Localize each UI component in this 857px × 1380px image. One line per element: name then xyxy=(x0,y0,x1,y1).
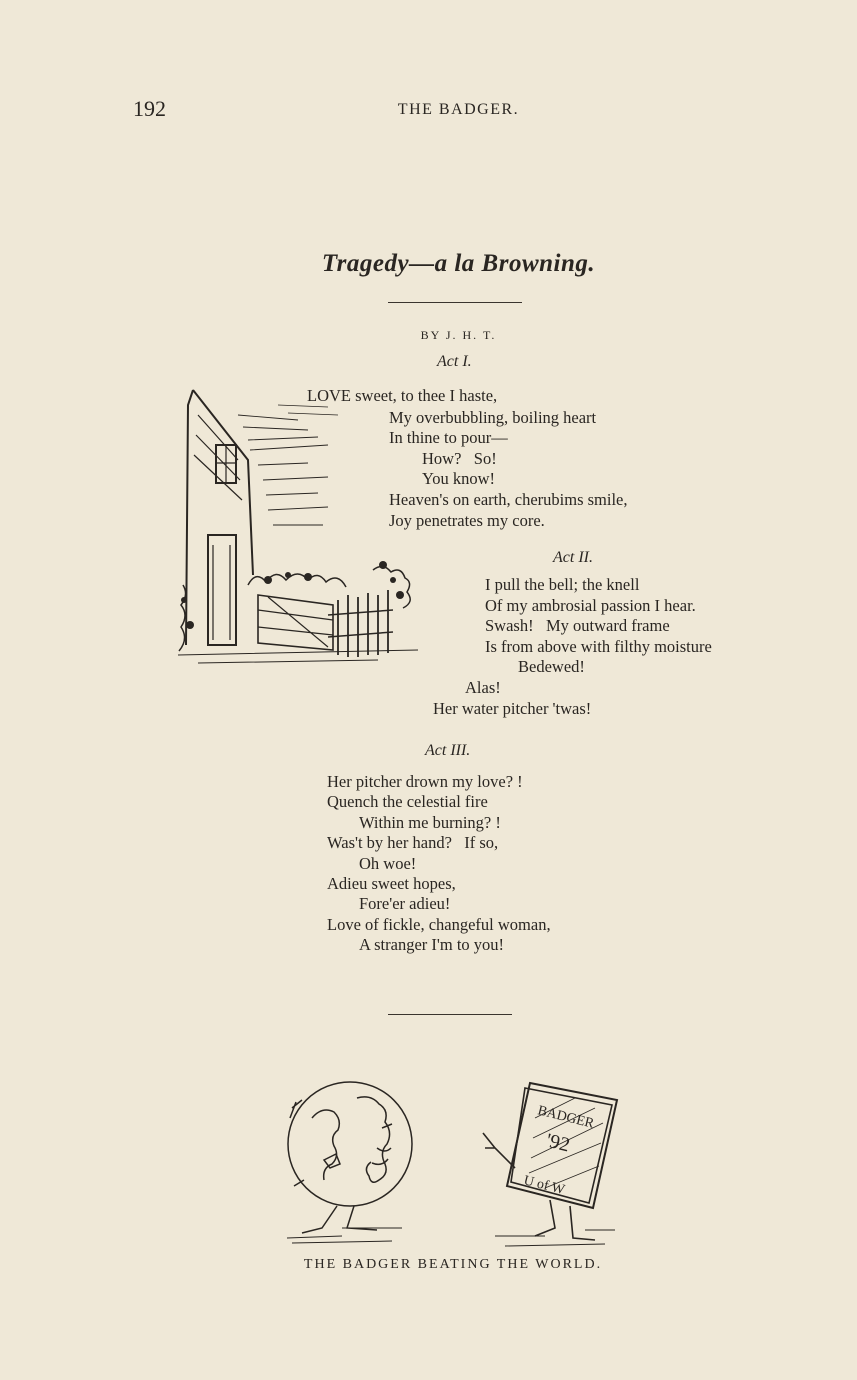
verse-line: Is from above with filthy moisture xyxy=(485,637,712,656)
poem-title: Tragedy—a la Browning. xyxy=(321,250,596,277)
garden-gate-illustration xyxy=(178,385,428,670)
verse-line: LOVE sweet, to thee I haste, xyxy=(307,386,498,405)
book-lettering: '92 xyxy=(543,1129,573,1157)
running-globe-drawing xyxy=(282,1078,412,1248)
verse-line: Joy penetrates my core. xyxy=(389,511,545,530)
verse-line: Her pitcher drown my love? ! xyxy=(327,772,523,791)
verse-line: Of my ambrosial passion I hear. xyxy=(485,596,696,615)
verse-line: Her water pitcher 'twas! xyxy=(433,699,592,718)
verse-line: Was't by her hand? If so, xyxy=(327,833,499,852)
running-badger-book-drawing xyxy=(475,1078,625,1253)
verse-line: Within me burning? ! xyxy=(359,813,501,832)
verse-line: Quench the celestial fire xyxy=(327,792,488,811)
act-1-heading: Act I. xyxy=(437,353,472,370)
verse-line: I pull the bell; the knell xyxy=(485,575,640,594)
title-rule xyxy=(388,302,522,303)
book-lettering: U of W xyxy=(522,1173,567,1198)
verse-line: Oh woe! xyxy=(359,854,417,873)
verse-line: Bedewed! xyxy=(518,657,585,676)
verse-line: Alas! xyxy=(465,678,501,697)
verse-line: Love of fickle, changeful woman, xyxy=(327,915,551,934)
verse-line: A stranger I'm to you! xyxy=(359,935,505,954)
page-number: 192 xyxy=(133,96,166,121)
verse-line: How? So! xyxy=(422,449,497,468)
act-3-heading: Act III. xyxy=(425,742,471,759)
verse-line: Fore'er adieu! xyxy=(359,894,451,913)
verse-line: Swash! My outward frame xyxy=(485,616,670,635)
book-lettering: BADGER xyxy=(536,1103,596,1132)
verse-line: Heaven's on earth, cherubims smile, xyxy=(389,490,628,509)
act-2-heading: Act II. xyxy=(553,549,593,566)
end-rule xyxy=(388,1014,512,1015)
verse-line: You know! xyxy=(422,469,496,488)
verse-line: Adieu sweet hopes, xyxy=(327,874,456,893)
cartoon-caption: THE BADGER BEATING THE WORLD. xyxy=(303,1257,603,1272)
verse-line: In thine to pour— xyxy=(389,428,508,447)
verse-line: My overbubbling, boiling heart xyxy=(389,408,597,427)
running-head: THE BADGER. xyxy=(397,101,520,118)
byline: BY J. H. T. xyxy=(420,328,497,342)
